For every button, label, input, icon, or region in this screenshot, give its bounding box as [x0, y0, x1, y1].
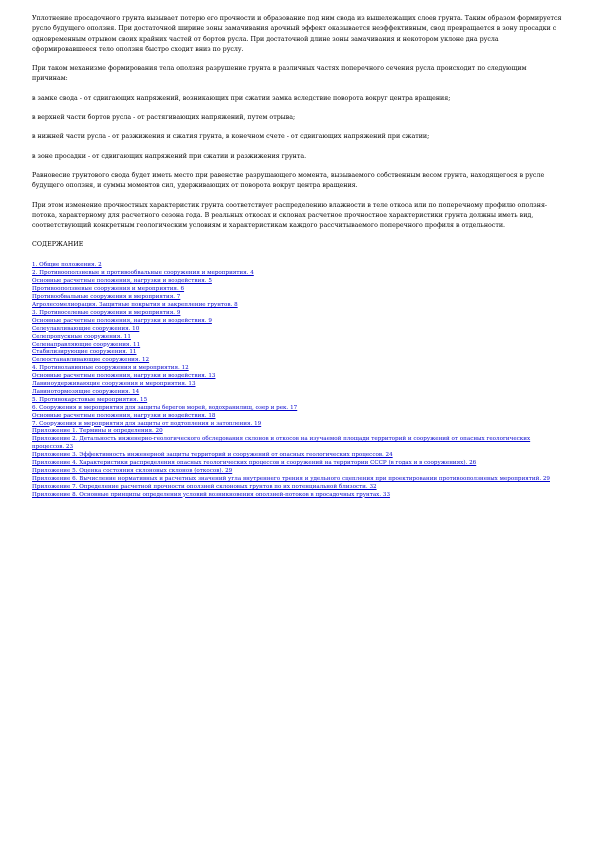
toc-item — [32, 436, 564, 452]
toc-item — [32, 397, 564, 405]
toc-link[interactable]: Противооползневые сооружения и мероприятия. 6 — [32, 286, 185, 293]
toc-link[interactable]: 4. Противолавинные сооружения и мероприятия. 12 — [32, 365, 189, 372]
toc-item — [32, 476, 564, 484]
toc-item — [32, 349, 564, 357]
toc-item — [32, 468, 564, 476]
toc-item — [32, 413, 564, 421]
toc-link[interactable]: 5. Противокарстовые мероприятия. 15 — [32, 396, 148, 403]
toc-link[interactable]: Приложение 6. Вычисление нормативных и расчетных значений угла внутреннего трения и удельного сцепления при проектировании противооползневых мероприятий. 29 — [32, 475, 550, 482]
toc-link[interactable]: Приложение 4. Характеристики распределения опасных геологических процессов и сооружений на территории СССР (в годах и в сооружениях). 26 — [32, 460, 477, 467]
toc-link[interactable]: Приложение 8. Основные принципы определения условий возникновения оползней-потоков в просадочных грунтах. 33 — [32, 491, 391, 498]
paragraph-5: в нижней части русла - от разжижения и сжатия грунта, в конечном счете - от сдвигающих напряжений при сжатии; — [32, 133, 430, 141]
toc-item — [32, 334, 564, 342]
toc-link[interactable]: Селепропускные сооружения. 11 — [32, 333, 131, 340]
toc-item — [32, 286, 564, 294]
toc-link[interactable]: Стабилизирующие сооружения. 11 — [32, 349, 137, 356]
toc-link[interactable]: Противообвальные сооружения и мероприятия. 7 — [32, 294, 181, 301]
toc-title: СОДЕРЖАНИЕ — [32, 241, 84, 249]
paragraph-3: в замке свода - от сдвигающих напряжений, возникающих при сжатии замка вследствие поворота вокруг центра вращения; — [32, 94, 451, 102]
paragraph-8: При этом изменение прочностных характеристик грунта соответствует распределению влажности в теле откоса или по поперечному профилю оползня-потока, характерному для расчетного сезона года. В реальных откосах и склонах расчетное прочностное характеристики грунта должны иметь вид, соответствующий конкретным геологическим условиям и характеристикам каждого рассчитываемого поперечного профиля в отдельности. — [32, 201, 548, 230]
toc-item — [32, 421, 564, 429]
toc-link[interactable]: Лавинотормозящие сооружения. 14 — [32, 388, 140, 395]
toc-item — [32, 484, 564, 492]
toc-item — [32, 294, 564, 302]
paragraph-4: в верхней части бортов русла - от растягивающих напряжений, путем отрыва; — [32, 114, 296, 122]
paragraph-6: в зоне просадки - от сдвигающих напряжений при сжатии и разжижения грунта. — [32, 152, 307, 160]
toc-link[interactable]: Агролесомелиорация. Защитные покрытия и закрепление грунтов. 8 — [32, 301, 238, 308]
toc-link[interactable]: 6. Сооружения и мероприятия для защиты берегов морей, водохранилищ, озер и рек. 17 — [32, 404, 298, 411]
toc-item — [32, 381, 564, 389]
toc-item — [32, 492, 564, 500]
toc-item — [32, 270, 564, 278]
toc-item — [32, 405, 564, 413]
toc-link[interactable]: 2. Противооползневые и противообвальные сооружения и мероприятия. 4 — [32, 270, 254, 277]
toc-item — [32, 318, 564, 326]
toc-link[interactable]: Приложение 1. Термины и определения. 20 — [32, 428, 163, 435]
toc-item — [32, 357, 564, 365]
toc-item — [32, 373, 564, 381]
paragraph-1: Уплотнение просадочного грунта вызывает потерю его прочности и образование под ним свода из вышележащих слоев грунта. Таким образом формируется русло будущего оползня. При достаточной ширине зоны замачивания арочный эффект оказывается неэффективным, свод превращается в зону просадки с одновременным отрывом своих крайних частей от бортов русла. При достаточной длине зоны замачивания и некотором уклоне дна русла сформировавшееся тело оползня быстро сходит вниз по руслу. — [32, 15, 562, 53]
paragraph-2: При таком механизме формирования тела оползня разрушение грунта в различных частях поперечного сечения русла происходит по следующим причинам: — [32, 65, 527, 83]
toc-link[interactable]: Селенаправляющие сооружения. 11 — [32, 341, 141, 348]
toc-link[interactable]: Приложение 2. Детальность инженерно-геологического обследования склонов и откосов на изучаемой площади территорий и сооружений от опасных геологических процессов. 23 — [32, 436, 531, 451]
toc-link[interactable]: 1. Общие положения. 2 — [32, 262, 102, 269]
toc-link[interactable]: Основные расчетные положения, нагрузки и воздействия. 18 — [32, 412, 216, 419]
toc-link[interactable]: 3. Противоселевые сооружения и мероприятия. 9 — [32, 309, 181, 316]
toc-item — [32, 389, 564, 397]
toc-item — [32, 326, 564, 334]
toc-item — [32, 452, 564, 460]
toc-item — [32, 302, 564, 310]
toc-link[interactable]: Лавиноудерживающие сооружения и мероприятия. 13 — [32, 381, 196, 388]
toc-link[interactable]: Приложение 3. Эффективность инженерной защиты территорий и сооружений от опасных геологических процессов. 24 — [32, 452, 393, 459]
toc-item — [32, 365, 564, 373]
toc-link[interactable]: Приложение 5. Оценка состояния склоновых склонов (откосов). 29 — [32, 468, 233, 475]
toc-list — [32, 262, 564, 499]
toc-link[interactable]: Основные расчетные положения, нагрузки и воздействия. 5 — [32, 278, 212, 285]
document-page — [32, 14, 564, 500]
toc-link[interactable]: Селеостанавливающие сооружения. 12 — [32, 357, 150, 364]
toc-link[interactable]: 7. Сооружения и мероприятия для защиты от подтопления и затопления. 19 — [32, 420, 262, 427]
toc-item — [32, 310, 564, 318]
paragraph-7: Равновесие грунтового свода будет иметь место при равенстве разрушающего момента, вызываемого собственным весом грунта, находящегося в русле будущего оползня, и суммы моментов сил, удерживающих от поворота вокруг центра вращения. — [32, 171, 545, 190]
toc-item — [32, 460, 564, 468]
toc-link[interactable]: Приложение 7. Определение расчетной прочности оползней склоновых грунтов по их потенциальной близости. 32 — [32, 483, 377, 490]
toc-link[interactable]: Основные расчетные положения, нагрузки и воздействия. 9 — [32, 317, 212, 324]
toc-link[interactable]: Основные расчетные положения, нагрузки и воздействия. 13 — [32, 373, 216, 380]
toc-item — [32, 278, 564, 286]
toc-link[interactable]: Селеулавливающие сооружения. 10 — [32, 325, 140, 332]
